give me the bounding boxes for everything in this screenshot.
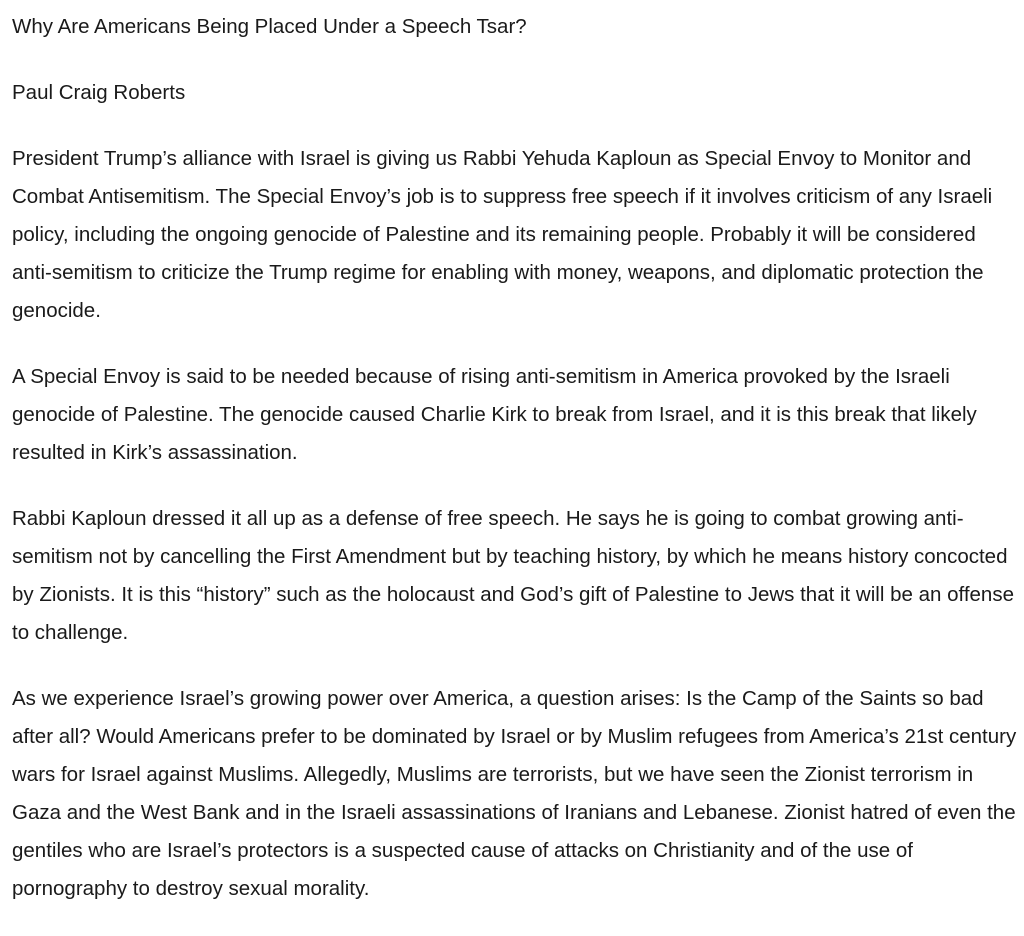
article-title: Why Are Americans Being Placed Under a Speech Tsar? [12,15,527,38]
article-paragraph-2: A Special Envoy is said to be needed because of rising anti-semitism in America provoked by the Israeli genocide of Palestine. The genocide caused Charlie Kirk to break from Israel, and it is this break that likely resulted in Kirk’s assassination. [12,365,977,464]
article-author: Paul Craig Roberts [12,81,186,104]
article-paragraph-3: Rabbi Kaploun dressed it all up as a defense of free speech. He says he is going to combat growing anti-semitism not by cancelling the First Amendment but by teaching history, by which he means history concocted by Zionists. It is this “history” such as the holocaust and God’s gift of Palestine to Jews that it will be an offense to challenge. [12,507,1014,644]
article-body [12,8,1020,936]
article-paragraph-1: President Trump’s alliance with Israel is giving us Rabbi Yehuda Kaploun as Special Envoy to Monitor and Combat Antisemitism. The Special Envoy’s job is to suppress free speech if it involves criticism of any Israeli policy, including the ongoing genocide of Palestine and its remaining people. Probably it will be considered anti-semitism to criticize the Trump regime for enabling with money, weapons, and diplomatic protection the genocide. [12,147,993,322]
article-paragraph-4: As we experience Israel’s growing power over America, a question arises: Is the Camp of the Saints so bad after all? Would Americans prefer to be dominated by Israel or by Muslim refugees from America’s 21st century wars for Israel against Muslims. Allegedly, Muslims are terrorists, but we have seen the Zionist terrorism in Gaza and the West Bank and in the Israeli assassinations of Iranians and Lebanese. Zionist hatred of even the gentiles who are Israel’s protectors is a suspected cause of attacks on Christianity and of the use of pornography to destroy sexual morality. [12,687,1017,900]
